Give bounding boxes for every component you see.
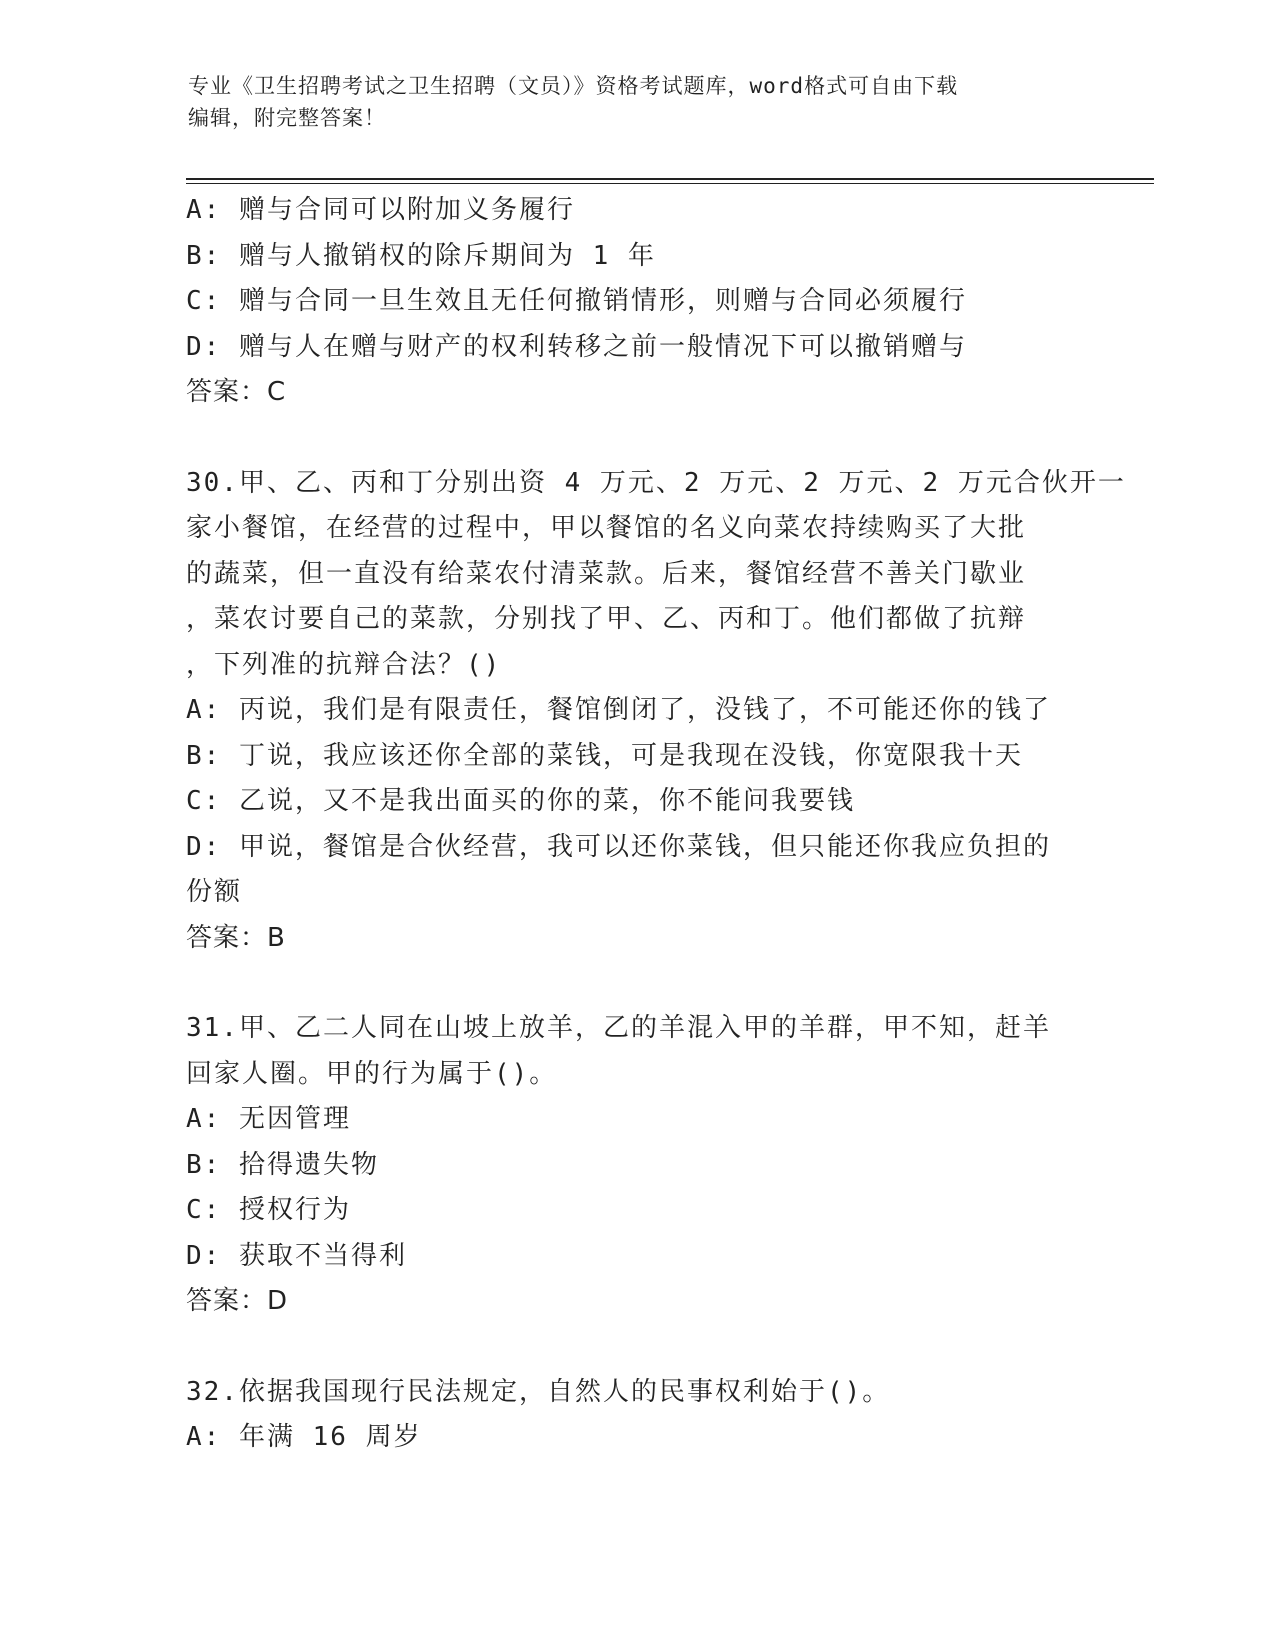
question-31-stem-line: 31.甲、乙二人同在山坡上放羊，乙的羊混入甲的羊群，甲不知，赶羊 — [186, 1013, 1051, 1043]
option-b: B: 赠与人撤销权的除斥期间为 1 年 — [186, 240, 656, 271]
header-line-1: 专业《卫生招聘考试之卫生招聘（文员）》资格考试题库，word格式可自由下载 — [188, 74, 959, 98]
spacer — [186, 416, 1086, 461]
question-29-options — [186, 188, 1086, 370]
answer-31: 答案：D — [186, 1286, 289, 1316]
question-30 — [186, 461, 1126, 916]
question-30-stem-line: 的蔬菜，但一直没有给菜农付清菜款。后来，餐馆经营不善关门歇业 — [186, 558, 1027, 589]
question-30-stem-line: ，下列准的抗辩合法？() — [186, 649, 502, 680]
spacer — [186, 961, 1086, 1006]
option-a: A: 丙说，我们是有限责任，餐馆倒闭了，没钱了，不可能还你的钱了 — [186, 695, 1051, 725]
header-divider-thin — [186, 183, 1154, 184]
option-a: A: 无因管理 — [186, 1104, 351, 1134]
option-a: A: 赠与合同可以附加义务履行 — [186, 195, 575, 225]
question-30-stem-line: ，菜农讨要自己的菜款，分别找了甲、乙、丙和丁。他们都做了抗辩 — [186, 604, 1027, 634]
option-a: A: 年满 16 周岁 — [186, 1422, 422, 1452]
question-30-stem-line: 30.甲、乙、丙和丁分别出资 4 万元、2 万元、2 万元、2 万元合伙开一 — [186, 467, 1126, 498]
question-30-stem-line: 家小餐馆，在经营的过程中，甲以餐馆的名义向菜农持续购买了大批 — [186, 513, 1027, 543]
option-c: C: 赠与合同一旦生效且无任何撤销情形，则赠与合同必须履行 — [186, 286, 967, 316]
question-32 — [186, 1370, 1086, 1461]
header-line-2: 编辑，附完整答案！ — [188, 106, 386, 130]
option-d-continued: 份额 — [186, 877, 243, 907]
question-list — [186, 188, 1126, 1461]
option-c: C: 乙说，又不是我出面买的你的菜，你不能问我要钱 — [186, 786, 855, 816]
question-31-stem-line: 回家人圈。甲的行为属于()。 — [186, 1058, 558, 1089]
option-c: C: 授权行为 — [186, 1195, 351, 1225]
question-32-stem-line: 32.依据我国现行民法规定，自然人的民事权利始于()。 — [186, 1376, 891, 1407]
option-d: D: 获取不当得利 — [186, 1240, 407, 1271]
document-header — [188, 70, 1068, 134]
answer-30: 答案：B — [186, 922, 286, 953]
answer-29: 答案：C — [186, 377, 287, 407]
question-31 — [186, 1006, 1086, 1279]
header-divider-thick — [186, 178, 1154, 180]
spacer — [186, 1325, 1086, 1370]
option-b: B: 丁说，我应该还你全部的菜钱，可是我现在没钱，你宽限我十天 — [186, 740, 1023, 771]
option-b: B: 拾得遗失物 — [186, 1149, 379, 1180]
option-d: D: 赠与人在赠与财产的权利转移之前一般情况下可以撤销赠与 — [186, 331, 967, 362]
option-d: D: 甲说，餐馆是合伙经营，我可以还你菜钱，但只能还你我应负担的 — [186, 831, 1051, 862]
